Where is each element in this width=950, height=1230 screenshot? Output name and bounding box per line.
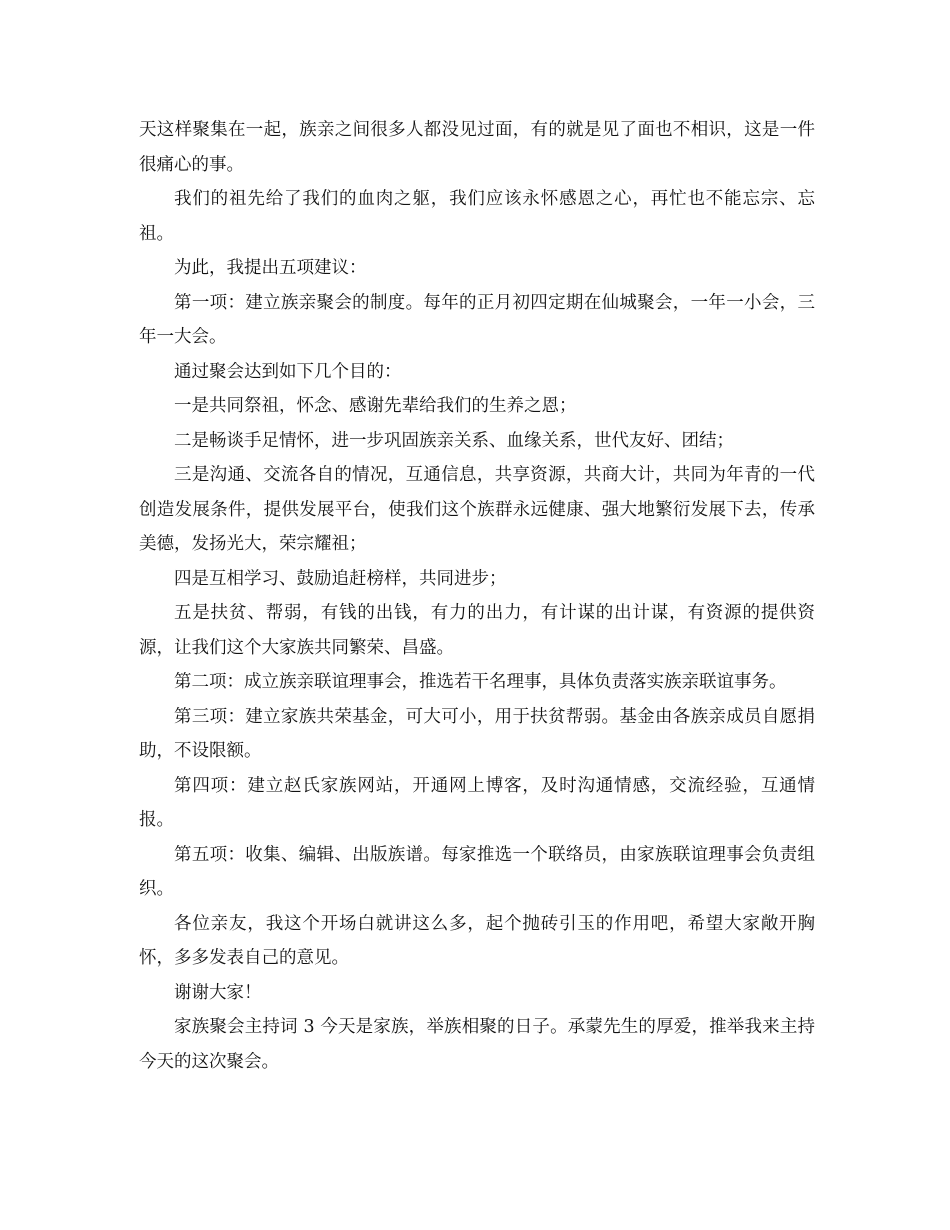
paragraph: 第四项：建立赵氏家族网站，开通网上博客，及时沟通情感，交流经验，互通情报。 xyxy=(139,775,815,830)
paragraph: 第五项：收集、编辑、出版族谱。每家推选一个联络员，由家族联谊理事会负责组织。 xyxy=(139,844,815,899)
paragraph: 通过聚会达到如下几个目的： xyxy=(174,361,402,382)
paragraph: 为此，我提出五项建议： xyxy=(174,258,367,278)
paragraph: 家族聚会主持词 3 今天是家族，举族相聚的日子。承蒙先生的厚爱，推举我来主持今天的这次聚会。 xyxy=(139,1017,815,1072)
paragraph: 三是沟通、交流各自的情况，互通信息，共享资源，共商大计，共同为年青的一代创造发展条件，提供发展平台，使我们这个族群永远健康、强大地繁衍发展下去，传承美德，发扬光大，荣宗耀祖； xyxy=(139,465,815,554)
paragraph: 我们的祖先给了我们的血肉之躯，我们应该永怀感恩之心，再忙也不能忘宗、忘祖。 xyxy=(139,189,815,244)
paragraph: 第二项：成立族亲联谊理事会，推选若干名理事，具体负责落实族亲联谊事务。 xyxy=(174,672,787,692)
paragraph: 二是畅谈手足情怀，进一步巩固族亲关系、血缘关系，世代友好、团结； xyxy=(174,430,734,451)
paragraph: 四是互相学习、鼓励追赶榜样，共同进步； xyxy=(174,568,507,589)
document-body xyxy=(139,113,815,1079)
paragraph: 一是共同祭祖，怀念、感谢先辈给我们的生养之恩； xyxy=(174,396,577,416)
paragraph: 第一项：建立族亲聚会的制度。每年的正月初四定期在仙城聚会，一年一小会，三年一大会。 xyxy=(139,292,815,347)
paragraph: 五是扶贫、帮弱，有钱的出钱，有力的出力，有计谋的出计谋，有资源的提供资源，让我们这个大家族共同繁荣、昌盛。 xyxy=(139,603,815,658)
paragraph: 第三项：建立家族共荣基金，可大可小，用于扶贫帮弱。基金由各族亲成员自愿捐助，不设限额。 xyxy=(139,706,815,761)
paragraph: 谢谢大家！ xyxy=(174,982,262,1003)
paragraph: 各位亲友，我这个开场白就讲这么多，起个抛砖引玉的作用吧，希望大家敞开胸怀，多多发表自己的意见。 xyxy=(139,913,815,968)
paragraph: 天这样聚集在一起，族亲之间很多人都没见过面，有的就是见了面也不相识，这是一件很痛心的事。 xyxy=(139,120,815,175)
